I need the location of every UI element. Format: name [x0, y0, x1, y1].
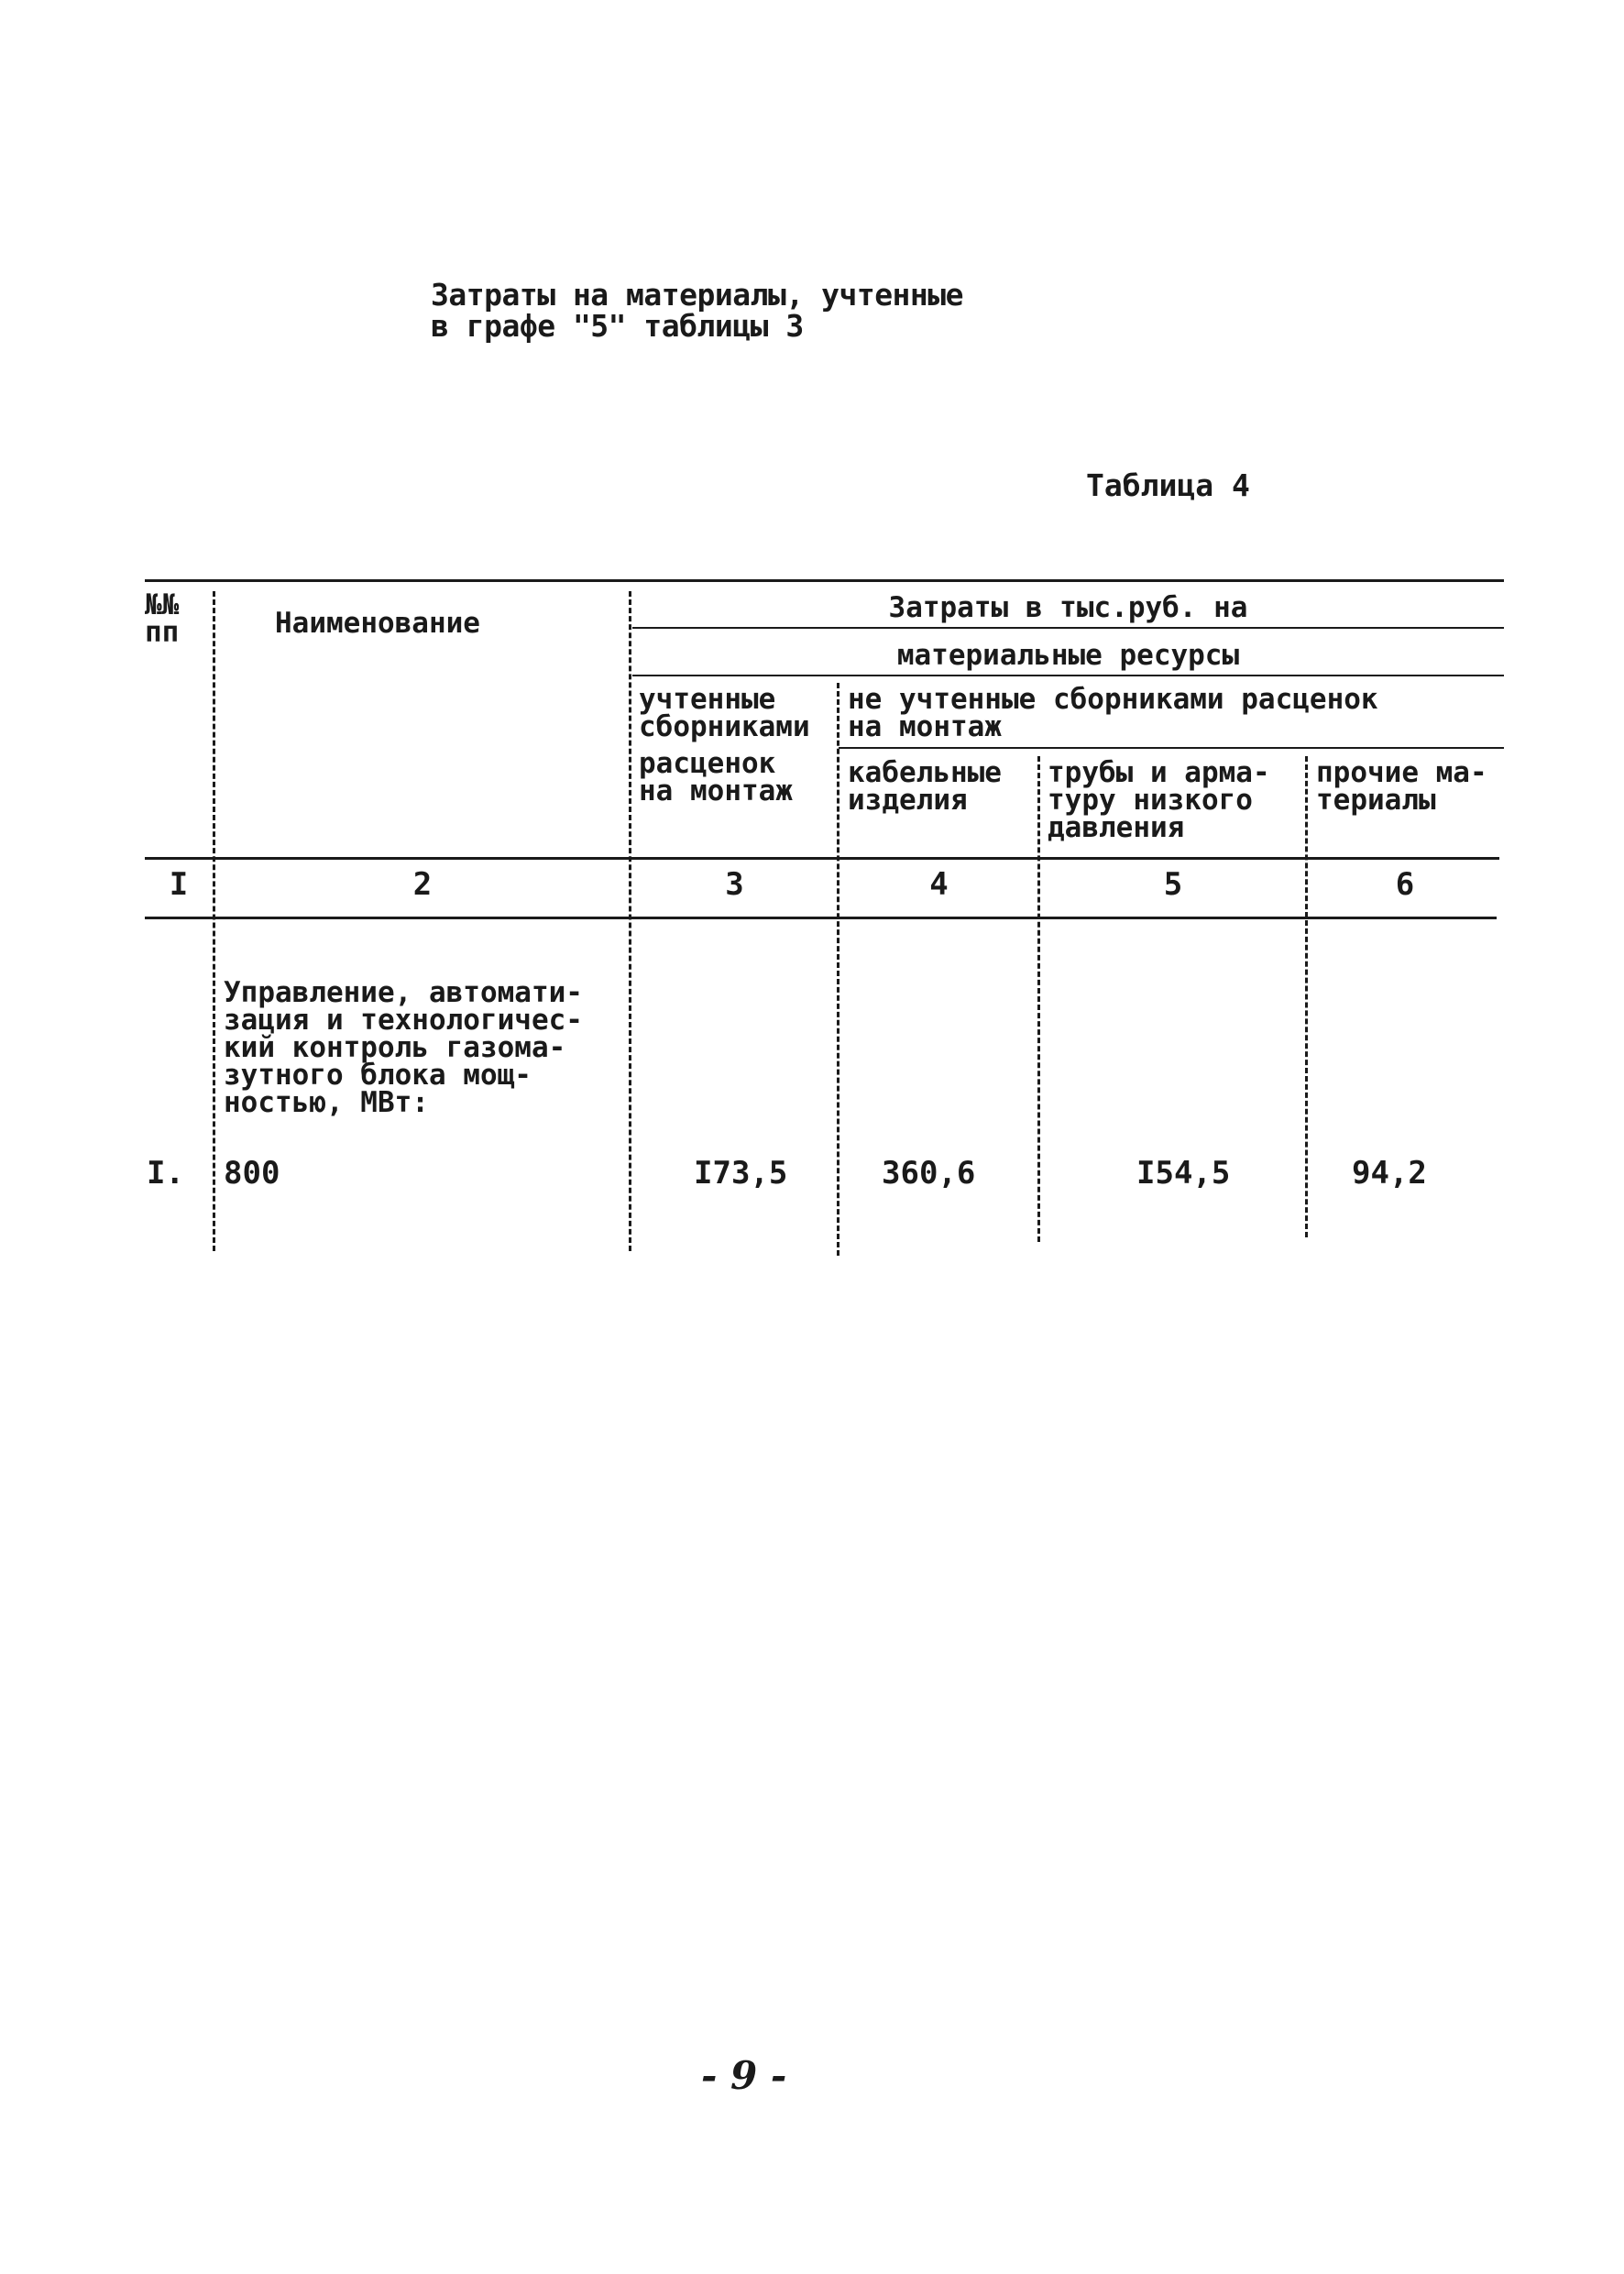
column-number-3: 3 — [725, 866, 744, 903]
row-other-value: 94,2 — [1352, 1155, 1427, 1192]
column-divider-3 — [837, 683, 839, 1256]
title-line-1: Затраты на материалы, учтенные — [431, 277, 964, 313]
header-other-line-2: териалы — [1316, 784, 1436, 817]
column-divider-5 — [1305, 756, 1308, 1237]
header-pipes-line-2: туру низкого — [1048, 784, 1253, 817]
header-cable-line-2: изделия — [848, 784, 968, 817]
table-caption: Таблица 4 — [1086, 467, 1250, 503]
header-costs-line-2: материальные ресурсы — [896, 639, 1240, 672]
column-number-6: 6 — [1395, 866, 1415, 903]
column-number-5: 5 — [1163, 866, 1183, 903]
column-divider-1 — [213, 591, 215, 1251]
table-top-rule — [145, 579, 1504, 582]
header-bottom-rule — [145, 857, 1499, 860]
title-line-2: в графе "5" таблицы 3 — [431, 308, 804, 344]
section-line-1: Управление, автомати- — [224, 976, 583, 1009]
row-accounted-value: I73,5 — [694, 1155, 788, 1192]
not-accounted-subheader-rule — [839, 747, 1504, 749]
column-numbers-bottom-rule — [145, 917, 1497, 919]
column-divider-2 — [629, 591, 631, 1251]
row-number: I. — [147, 1155, 184, 1192]
column-number-2: 2 — [412, 866, 433, 903]
header-accounted-line-3: расценок — [639, 747, 776, 780]
header-cable-line-1: кабельные — [848, 756, 1002, 789]
row-pipes-value: I54,5 — [1136, 1155, 1231, 1192]
resources-subheader-rule — [632, 675, 1504, 676]
costs-subheader-rule — [632, 627, 1504, 629]
column-number-4: 4 — [929, 866, 949, 903]
header-name: Наименование — [275, 607, 480, 640]
column-divider-4 — [1037, 756, 1040, 1242]
section-line-5: ностью, МВт: — [224, 1086, 429, 1119]
header-accounted-line-1: учтенные — [639, 683, 776, 716]
row-cable-value: 360,6 — [882, 1155, 976, 1192]
column-number-1: I — [169, 866, 189, 903]
header-accounted-line-4: на монтаж — [639, 774, 793, 807]
header-num-line-2: пп — [145, 616, 180, 649]
section-line-4: зутного блока мощ- — [224, 1059, 532, 1092]
header-other-line-1: прочие ма- — [1316, 756, 1487, 789]
header-num-line-1: №№ — [145, 588, 180, 621]
section-line-3: кий контроль газома- — [224, 1031, 566, 1064]
document-title — [431, 277, 964, 344]
header-not-accounted-line-2: на монтаж — [848, 710, 1002, 743]
header-pipes-line-1: трубы и арма- — [1048, 756, 1270, 789]
page-number: - 9 - — [701, 2053, 787, 2098]
section-line-2: зация и технологичес- — [224, 1004, 583, 1037]
header-not-accounted-line-1: не учтенные сборниками расценок — [848, 683, 1378, 716]
header-accounted-line-2: сборниками — [639, 710, 810, 743]
row-capacity: 800 — [224, 1155, 280, 1192]
header-costs-line-1: Затраты в тыс.руб. на — [888, 591, 1248, 624]
header-pipes-line-3: давления — [1048, 811, 1185, 844]
